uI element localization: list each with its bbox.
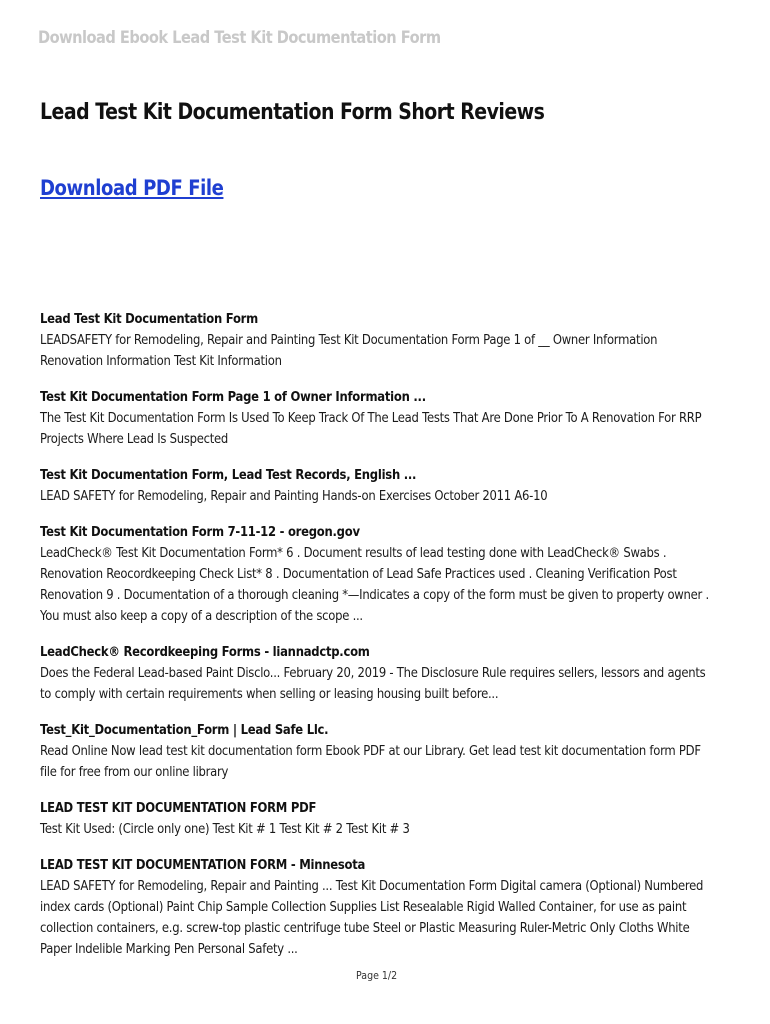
entry-title: Test Kit Documentation Form Page 1 of Owner Information ... <box>40 389 426 405</box>
page-title: Lead Test Kit Documentation Form Short Reviews <box>40 100 545 125</box>
entry-title: Lead Test Kit Documentation Form <box>40 311 258 327</box>
list-item <box>40 522 719 627</box>
entry-title: Test_Kit_Documentation_Form | Lead Safe Llc. <box>40 722 329 738</box>
entry-title: Test Kit Documentation Form 7-11-12 - oregon.gov <box>40 524 360 540</box>
list-item <box>40 642 719 705</box>
entry-body: The Test Kit Documentation Form Is Used To Keep Track Of The Lead Tests That Are Done Prior To A Renovation For RRP Projects Where Lead Is Suspected <box>40 410 702 447</box>
page-number: Page 1/2 <box>356 969 398 982</box>
entry-body: Test Kit Used: (Circle only one) Test Kit # 1 Test Kit # 2 Test Kit # 3 <box>40 821 410 837</box>
entry-body: Read Online Now lead test kit documentation form Ebook PDF at our Library. Get lead test kit documentation form PDF file for free from our online library <box>40 743 701 780</box>
entry-body: LEAD SAFETY for Remodeling, Repair and Painting Hands-on Exercises October 2011 A6-10 <box>40 488 548 504</box>
entry-title: LeadCheck® Recordkeeping Forms - liannadctp.com <box>40 644 370 660</box>
list-item <box>40 720 719 783</box>
list-item <box>40 309 719 372</box>
entry-body: LeadCheck® Test Kit Documentation Form* 6 . Document results of lead testing done with LeadCheck® Swabs . Renovation Reocordkeeping Check List* 8 . Documentation of Lead Safe Practices used . Cleaning Verification Post Renovation 9 . Documentation of a thorough cleaning *—Indicates a copy of the form must be given to property owner . You must also keep a copy of a description of the scope ... <box>40 545 709 624</box>
list-item <box>40 855 719 960</box>
entry-body: LEADSAFETY for Remodeling, Repair and Painting Test Kit Documentation Form Page 1 of __ Owner Information Renovation Information Test Kit Information <box>40 332 658 369</box>
entry-title: Test Kit Documentation Form, Lead Test Records, English ... <box>40 467 417 483</box>
download-pdf-link[interactable]: Download PDF File <box>40 176 224 200</box>
list-item <box>40 387 719 450</box>
entry-body: LEAD SAFETY for Remodeling, Repair and Painting ... Test Kit Documentation Form Digital camera (Optional) Numbered index cards (Optional) Paint Chip Sample Collection Supplies List Resealable Rigid Walled Container, for use as paint collection containers, e.g. screw-top plastic centrifuge tube Steel or Plastic Measuring Ruler-Metric Only Cloths White Paper Indelible Marking Pen Personal Safety ... <box>40 878 704 957</box>
list-item <box>40 798 719 840</box>
review-list <box>40 309 719 975</box>
list-item <box>40 465 719 507</box>
entry-title: LEAD TEST KIT DOCUMENTATION FORM - Minnesota <box>40 857 366 873</box>
entry-body: Does the Federal Lead-based Paint Disclo... February 20, 2019 - The Disclosure Rule requires sellers, lessors and agents to comply with certain requirements when selling or leasing housing built before... <box>40 665 706 702</box>
entry-title: LEAD TEST KIT DOCUMENTATION FORM PDF <box>40 800 317 816</box>
header-title: Download Ebook Lead Test Kit Documentation Form <box>38 28 441 48</box>
